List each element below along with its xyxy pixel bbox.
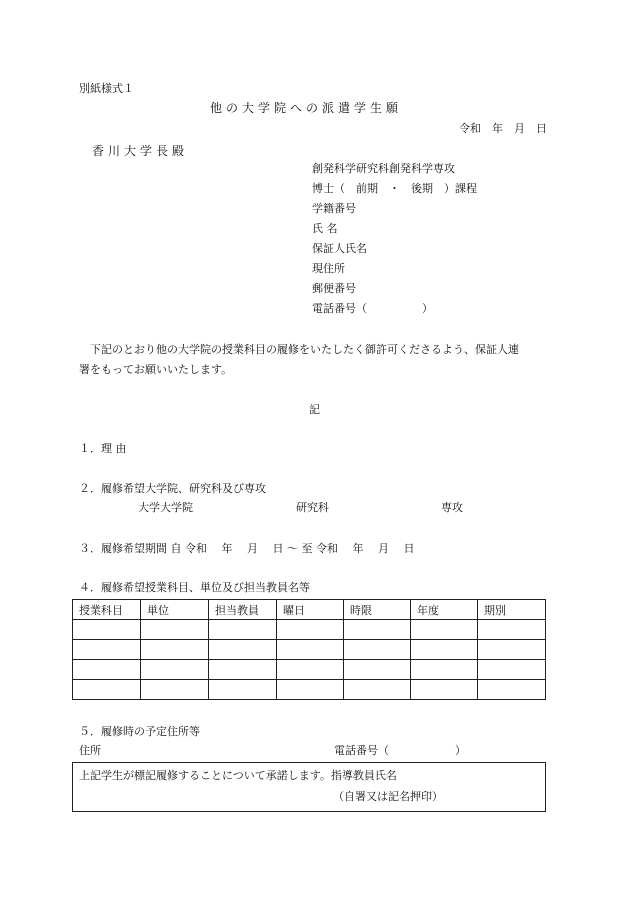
section-3-period: ３．履修希望期間 自 令和 年 月 日 ～ 至 令和 年 月 日 xyxy=(79,542,415,555)
table-cell[interactable] xyxy=(277,660,344,680)
header-day: 曜日 xyxy=(277,600,344,620)
section-2-university: 大学大学院 xyxy=(138,501,193,514)
table-cell[interactable] xyxy=(209,620,277,640)
table-header-row xyxy=(73,600,546,620)
table-cell[interactable] xyxy=(344,660,411,680)
applicant-school: 創発科学研究科創発科学専攻 xyxy=(312,162,455,175)
header-term: 期別 xyxy=(478,600,546,620)
page-title: 他の大学院への派遣学生願 xyxy=(210,101,403,115)
approval-text: 上記学生が標記履修することについて承諾します。指導教員氏名 xyxy=(79,769,397,782)
table-cell[interactable] xyxy=(478,640,546,660)
table-cell[interactable] xyxy=(478,660,546,680)
table-row xyxy=(73,660,546,680)
table-row xyxy=(73,640,546,660)
table-cell[interactable] xyxy=(141,680,209,700)
header-period: 時限 xyxy=(344,600,411,620)
form-id: 別紙様式１ xyxy=(79,82,134,95)
table-cell[interactable] xyxy=(344,640,411,660)
address-label: 現住所 xyxy=(312,262,345,275)
phone-label: 電話番号（ ） xyxy=(312,302,433,315)
table-cell[interactable] xyxy=(478,620,546,640)
table-cell[interactable] xyxy=(73,640,141,660)
residence-address-label: 住所 xyxy=(79,744,101,757)
body-line-2: 署をもってお願いいたします。 xyxy=(79,363,233,376)
body-line-1: 下記のとおり他の大学院の授業科目の履修をいたしたく御許可くださるよう、保証人連 xyxy=(79,343,519,356)
section-2-heading: ２．履修希望大学院、研究科及び専攻 xyxy=(79,482,266,495)
section-2-graduate-school: 研究科 xyxy=(296,501,329,514)
table-cell[interactable] xyxy=(277,620,344,640)
table-cell[interactable] xyxy=(141,620,209,640)
ki-heading: 記 xyxy=(309,403,320,416)
table-cell[interactable] xyxy=(478,680,546,700)
applicant-program: 博士（ 前期 ・ 後期 ）課程 xyxy=(312,182,477,195)
section-5-heading: ５．履修時の予定住所等 xyxy=(79,725,200,738)
table-cell[interactable] xyxy=(411,660,478,680)
section-1-reason: １．理 由 xyxy=(79,442,127,455)
table-cell[interactable] xyxy=(411,620,478,640)
course-table xyxy=(72,599,546,700)
header-credits: 単位 xyxy=(141,600,209,620)
table-cell[interactable] xyxy=(141,660,209,680)
table-cell[interactable] xyxy=(209,640,277,660)
table-row xyxy=(73,680,546,700)
table-cell[interactable] xyxy=(344,620,411,640)
section-2-major: 専攻 xyxy=(441,501,463,514)
residence-phone-label: 電話番号（ ） xyxy=(334,744,466,757)
table-cell[interactable] xyxy=(73,680,141,700)
guarantor-label: 保証人氏名 xyxy=(312,242,367,255)
table-cell[interactable] xyxy=(344,680,411,700)
table-cell[interactable] xyxy=(277,640,344,660)
section-4-heading: ４．履修希望授業科目、単位及び担当教員名等 xyxy=(79,581,310,594)
date-line: 令和 年 月 日 xyxy=(459,122,547,135)
table-cell[interactable] xyxy=(141,640,209,660)
approval-note: （自署又は記名押印） xyxy=(333,790,443,803)
table-cell[interactable] xyxy=(411,680,478,700)
advisor-approval-box xyxy=(72,762,546,812)
header-year: 年度 xyxy=(411,600,478,620)
table-row xyxy=(73,620,546,640)
table-cell[interactable] xyxy=(73,660,141,680)
name-label: 氏 名 xyxy=(312,222,338,235)
table-cell[interactable] xyxy=(209,680,277,700)
table-cell[interactable] xyxy=(277,680,344,700)
header-course: 授業科目 xyxy=(73,600,141,620)
table-cell[interactable] xyxy=(411,640,478,660)
table-cell[interactable] xyxy=(73,620,141,640)
student-number-label: 学籍番号 xyxy=(312,202,356,215)
header-instructor: 担当教員 xyxy=(209,600,277,620)
postal-label: 郵便番号 xyxy=(312,282,356,295)
table-cell[interactable] xyxy=(209,660,277,680)
addressee: 香川大学長殿 xyxy=(92,144,189,158)
